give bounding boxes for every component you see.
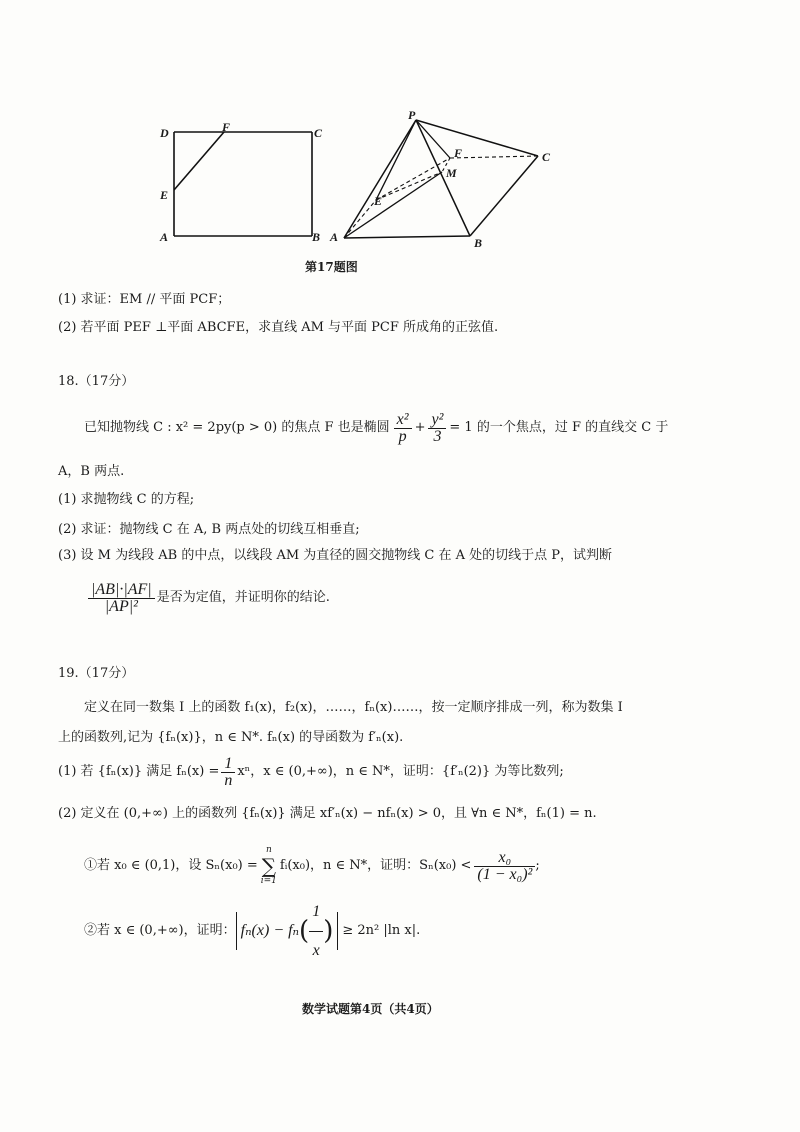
label-rect-f: F xyxy=(222,120,231,134)
q19-def-line1: 定义在同一数集 I 上的函数 f₁(x)，f₂(x)，……，fₙ(x)……，按一定顺序排成一列，称为数集 I xyxy=(84,700,623,715)
label-rect-e: E xyxy=(160,188,169,202)
q19-sub1-fraction xyxy=(474,850,535,883)
q18-intro-a: 已知抛物线 C : x² = 2py(p > 0) 的焦点 F 也是椭圆 xyxy=(84,420,390,435)
q19-part1-frac-num: 1 xyxy=(221,756,235,773)
q19-sub1-tail: ; xyxy=(535,858,540,873)
q18-intro-c: A，B 两点. xyxy=(58,464,125,479)
q17-part1: (1) 求证：EM // 平面 PCF； xyxy=(58,292,231,307)
q19-def-line2: 上的函数列,记为 {fₙ(x)}，n ∈ N*. fₙ(x) 的导函数为 f′ₙ(x). xyxy=(58,730,404,745)
q19-part1-a: (1) 若 {fₙ(x)} 满足 fₙ(x) = xyxy=(58,764,220,779)
label-rect-b: B xyxy=(312,230,321,244)
edge-pc xyxy=(416,120,538,156)
q19-sub2-fraction xyxy=(309,893,323,970)
q19-part1 xyxy=(58,752,564,792)
q19-sub2-b: ≥ 2n² |ln x|. xyxy=(342,923,421,938)
q19-part1-frac-den: n xyxy=(224,771,233,789)
label-solid-a: A xyxy=(330,230,339,244)
q19-sub2-abs-expression: fₙ(x) − fₙ ( $\frac{1}{x}$ ) xyxy=(236,912,339,950)
page-footer: 数学试题第4页（共4页） xyxy=(302,1002,439,1016)
q18-intro-line1: 已知抛物线 C : x² = 2py(p > 0) 的焦点 F 也是椭圆 $\frac{\text{x²}}{p}$ + $\frac{\text{y²}}{3}$ = 1 的一个焦点，过 F 的直线交 C 于 xyxy=(84,410,669,445)
label-solid-c: C xyxy=(542,150,551,164)
q19-sum-bottom: i=1 xyxy=(260,876,277,886)
q18-part3: (3) 设 M 为线段 AB 的中点，以线段 AM 为直径的圆交抛物线 C 在 A 处的切线于点 P，试判断 xyxy=(58,548,613,563)
label-rect-d: D xyxy=(160,126,169,140)
q18-ellipse-y-num: y² xyxy=(428,412,446,429)
q19-sub2 xyxy=(84,902,421,959)
figure-caption: 第17题图 xyxy=(305,260,358,274)
q19-sum-sigma: ∑ xyxy=(261,854,276,878)
q18-ellipse-y-frac xyxy=(428,412,446,445)
edge-ef xyxy=(174,132,224,190)
q19-sub1-a: ①若 x₀ ∈ (0,1)，设 Sₙ(x₀) = xyxy=(84,858,258,873)
q18-ellipse-y-den: 3 xyxy=(433,427,442,445)
q19-part1-fraction xyxy=(221,756,235,789)
edge-am xyxy=(344,172,442,238)
q18-ratio-num: |AB|·|AF| xyxy=(88,582,155,599)
q19-sum-top: n xyxy=(265,845,272,855)
q19-sub1-frac-den: (1 − x₀)² xyxy=(477,865,533,883)
q18-ellipse-x-num: x² xyxy=(394,412,412,429)
q18-header: 18.（17分） xyxy=(58,374,135,389)
q19-sub2-frac-num: 1 xyxy=(309,893,323,932)
label-solid-f: F xyxy=(454,146,463,160)
q18-ellipse-x-den: p xyxy=(398,427,407,445)
label-rect-c: C xyxy=(314,126,323,140)
q19-sub2-a: ②若 x ∈ (0,+∞)，证明： xyxy=(84,923,236,938)
q18-ratio-fraction xyxy=(88,582,155,615)
q18-part3-tail: 是否为定值，并证明你的结论. xyxy=(156,590,330,605)
label-solid-p: P xyxy=(408,108,416,122)
q19-header: 19.（17分） xyxy=(58,666,135,681)
q18-part1: (1) 求抛物线 C 的方程; xyxy=(58,492,195,507)
edge-fc-dashed xyxy=(450,156,538,158)
q18-ellipse-x-frac xyxy=(394,412,412,445)
q18-part3-fraction-line xyxy=(88,574,330,622)
label-solid-m: M xyxy=(446,166,457,180)
edge-pb xyxy=(416,120,470,236)
label-rect-a: A xyxy=(160,230,169,244)
label-solid-e: E xyxy=(374,194,383,208)
q19-part1-b: xⁿ，x ∈ (0,+∞)，n ∈ N*，证明：{f′ₙ(2)} 为等比数列; xyxy=(237,764,564,779)
q18-part2: (2) 求证：抛物线 C 在 A, B 两点处的切线互相垂直; xyxy=(58,522,360,537)
q19-sub1 xyxy=(84,840,540,892)
edge-em-dashed xyxy=(376,172,442,200)
edge-bc xyxy=(470,156,538,236)
q19-sub2-inner-a: fₙ(x) − fₙ xyxy=(240,922,300,939)
edge-pa xyxy=(344,120,416,238)
q19-sub2-frac-den: x xyxy=(312,941,320,959)
edge-ab xyxy=(344,236,470,238)
q19-sub1-frac-num: x₀ xyxy=(474,850,535,867)
q19-part2: (2) 定义在 (0,+∞) 上的函数列 {fₙ(x)} 满足 xf′ₙ(x) − nfₙ(x) > 0，且 ∀n ∈ N*，fₙ(1) = n. xyxy=(58,806,597,821)
edge-pe xyxy=(376,120,416,200)
q19-summation xyxy=(261,845,277,887)
q18-intro-b: = 1 的一个焦点，过 F 的直线交 C 于 xyxy=(449,420,669,435)
q18-ratio-den: |AP|² xyxy=(104,597,138,615)
q17-part2: (2) 若平面 PEF ⊥平面 ABCFE，求直线 AM 与平面 PCF 所成角的正弦值. xyxy=(58,320,499,335)
q19-sub1-b: fᵢ(x₀)，n ∈ N*，证明：Sₙ(x₀) < xyxy=(279,858,472,873)
label-solid-b: B xyxy=(474,236,483,250)
figure-solid-pabcfe xyxy=(330,110,560,255)
